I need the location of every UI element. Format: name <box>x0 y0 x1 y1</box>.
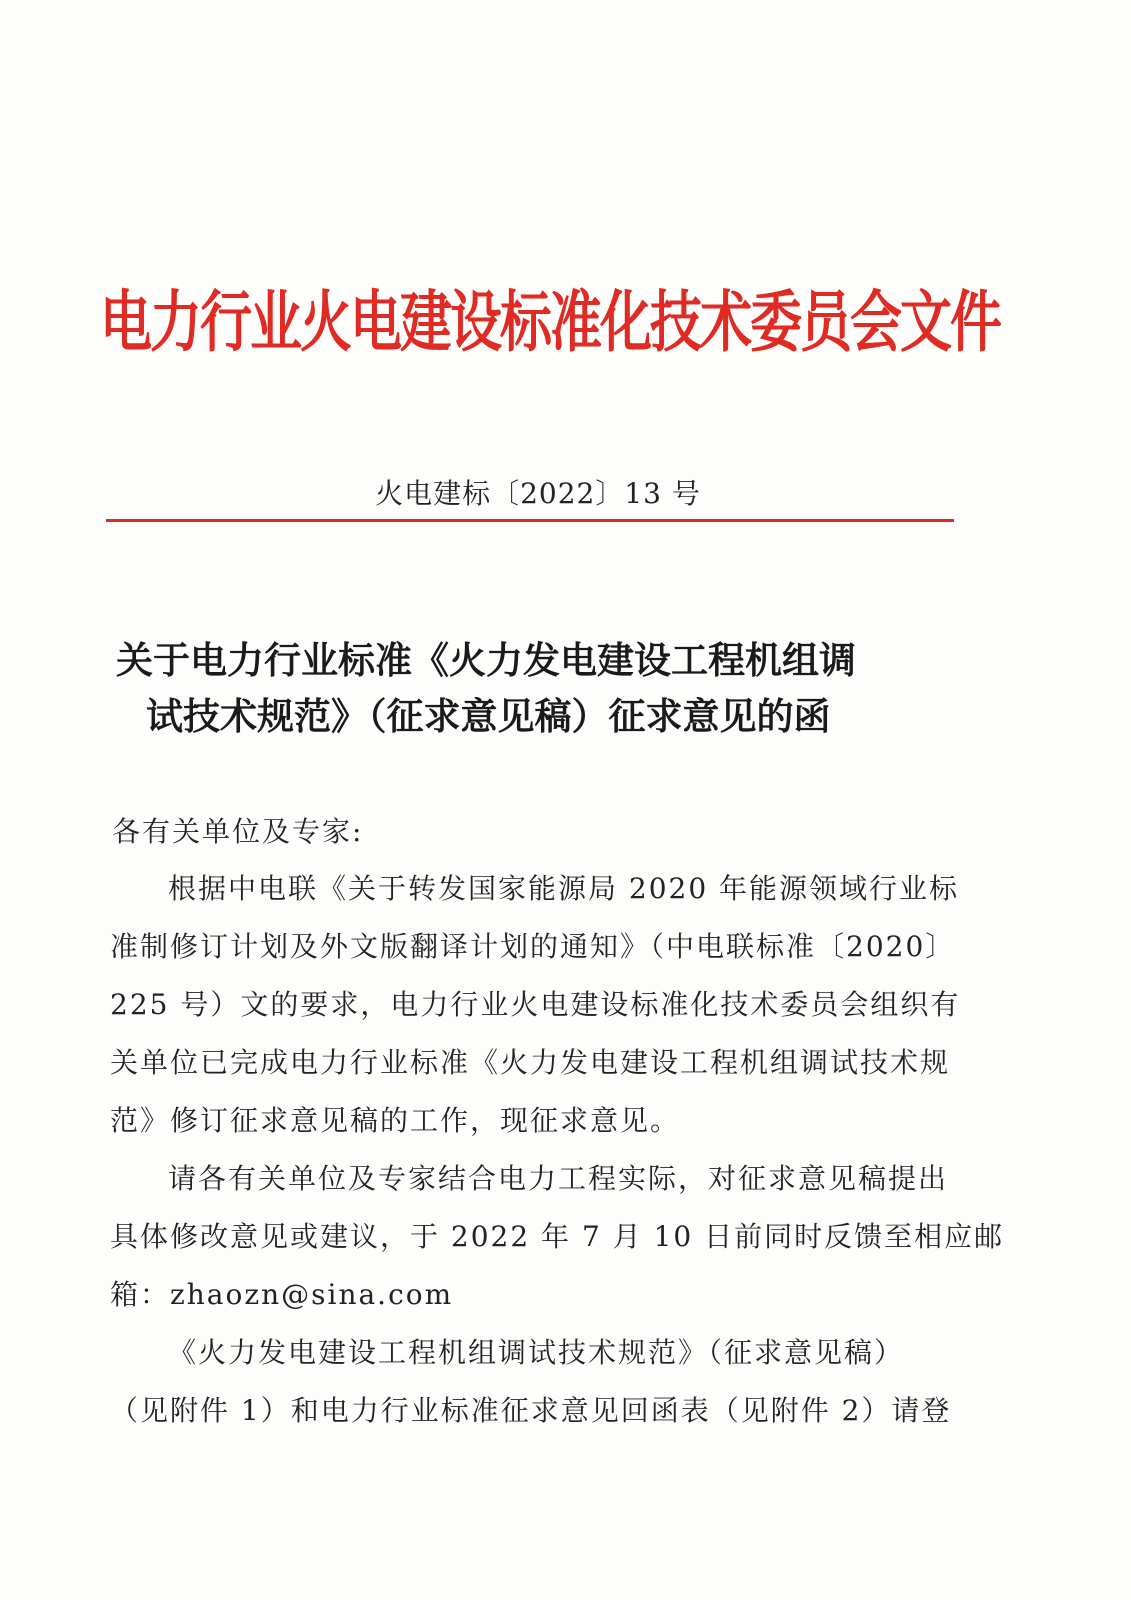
paragraph-line: 关单位已完成电力行业标准《火力发电建设工程机组调试技术规 <box>110 1046 951 1079</box>
paragraph-request <box>110 1150 1005 1324</box>
issuer-masthead: 电力行业火电建设标准化技术委员会文件 <box>100 284 1001 362</box>
paragraph-line: （见附件 1）和电力行业标准征求意见回函表（见附件 2）请登 <box>110 1394 952 1427</box>
document-body <box>110 860 1005 1440</box>
paragraph-line: 《火力发电建设工程机组调试技术规范》（征求意见稿） <box>168 1336 905 1369</box>
paragraph-line: 225 号）文的要求，电力行业火电建设标准化技术委员会组织有 <box>110 988 961 1021</box>
document-subject <box>112 632 962 744</box>
subject-line-2: 试技术规范》（征求意见稿）征求意见的函 <box>146 694 831 738</box>
paragraph-line: 请各有关单位及专家结合电力工程实际，对征求意见稿提出 <box>168 1162 949 1195</box>
paragraph-line: 具体修改意见或建议，于 2022 年 7 月 10 日前同时反馈至相应邮 <box>110 1220 1005 1253</box>
document-number: 火电建标〔2022〕13 号 <box>375 477 701 510</box>
paragraph-line: 根据中电联《关于转发国家能源局 2020 年能源领域行业标 <box>168 872 960 905</box>
contact-email-line: 箱：zhaozn@sina.com <box>110 1278 454 1311</box>
paragraph-line: 范》修订征求意见稿的工作，现征求意见。 <box>110 1104 681 1137</box>
subject-line-1: 关于电力行业标准《火力发电建设工程机组调 <box>116 638 856 682</box>
paragraph-attachments <box>110 1324 952 1440</box>
paragraph-line: 准制修订计划及外文版翻译计划的通知》（中电联标准〔2020〕 <box>110 930 956 963</box>
paragraph-basis <box>110 860 961 1150</box>
salutation: 各有关单位及专家: <box>112 815 364 848</box>
red-divider-line <box>106 519 954 522</box>
